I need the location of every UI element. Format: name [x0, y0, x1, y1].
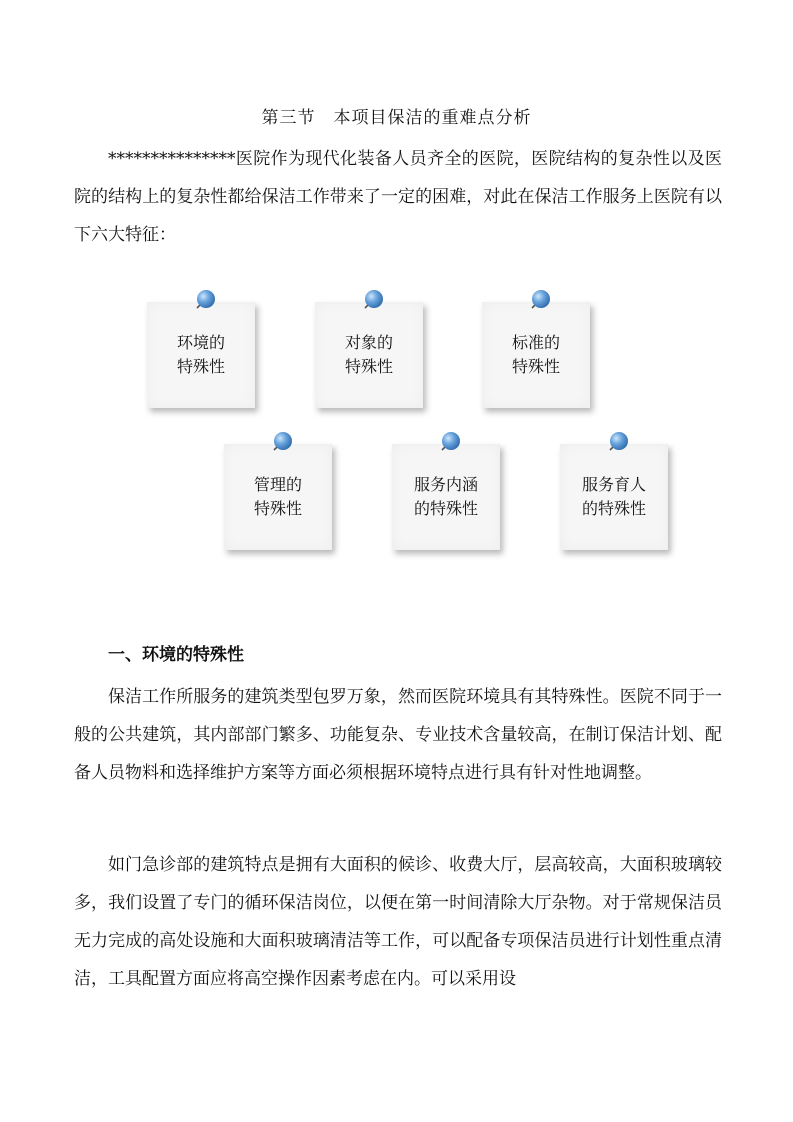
pushpin-icon: [604, 430, 630, 456]
pushpin-icon: [526, 288, 552, 314]
feature-note: [147, 302, 255, 408]
subsection-heading: 一、环境的特殊性: [108, 645, 244, 665]
feature-note: [560, 444, 668, 550]
feature-line-1: 环境的: [176, 333, 225, 352]
feature-line-1: 标准的: [511, 333, 560, 352]
feature-line-2: 特殊性: [344, 357, 393, 376]
feature-note: [482, 302, 590, 408]
intro-paragraph: ***************医院作为现代化装备人员齐全的医院，医院结构的复杂性以及医院的结构上的复杂性都给保洁工作带来了一定的困难，对此在保洁工作服务上医院有以下六大特征：: [74, 149, 722, 245]
body-paragraph: 保洁工作所服务的建筑类型包罗万象，然而医院环境具有其特殊性。医院不同于一般的公共建筑，其内部部门繁多、功能复杂、专业技术含量较高，在制订保洁计划、配备人员物料和选择维护方案等方面必须根据环境特点进行具有针对性地调整。: [74, 687, 722, 783]
pushpin-icon: [436, 430, 462, 456]
feature-line-1: 服务育人: [581, 475, 646, 494]
pushpin-icon: [359, 288, 385, 314]
feature-line-1: 管理的: [253, 475, 302, 494]
feature-note: [392, 444, 500, 550]
section-title: 第三节 本项目保洁的重难点分析: [261, 108, 532, 128]
feature-line-2: 的特殊性: [581, 499, 646, 518]
feature-line-1: 对象的: [344, 333, 393, 352]
feature-note: [315, 302, 423, 408]
body-paragraph: 如门急诊部的建筑特点是拥有大面积的候诊、收费大厅，层高较高，大面积玻璃较多，我们设置了专门的循环保洁岗位，以便在第一时间清除大厅杂物。对于常规保洁员无力完成的高处设施和大面积玻璃清洁等工作，可以配备专项保洁员进行计划性重点清洁，工具配置方面应将高空操作因素考虑在内。可以采用设: [74, 855, 722, 989]
feature-line-2: 的特殊性: [413, 499, 478, 518]
feature-line-2: 特殊性: [511, 357, 560, 376]
feature-line-2: 特殊性: [176, 357, 225, 376]
pushpin-icon: [268, 430, 294, 456]
feature-line-1: 服务内涵: [413, 475, 478, 494]
feature-note: [224, 444, 332, 550]
feature-line-2: 特殊性: [253, 499, 302, 518]
pushpin-icon: [191, 288, 217, 314]
